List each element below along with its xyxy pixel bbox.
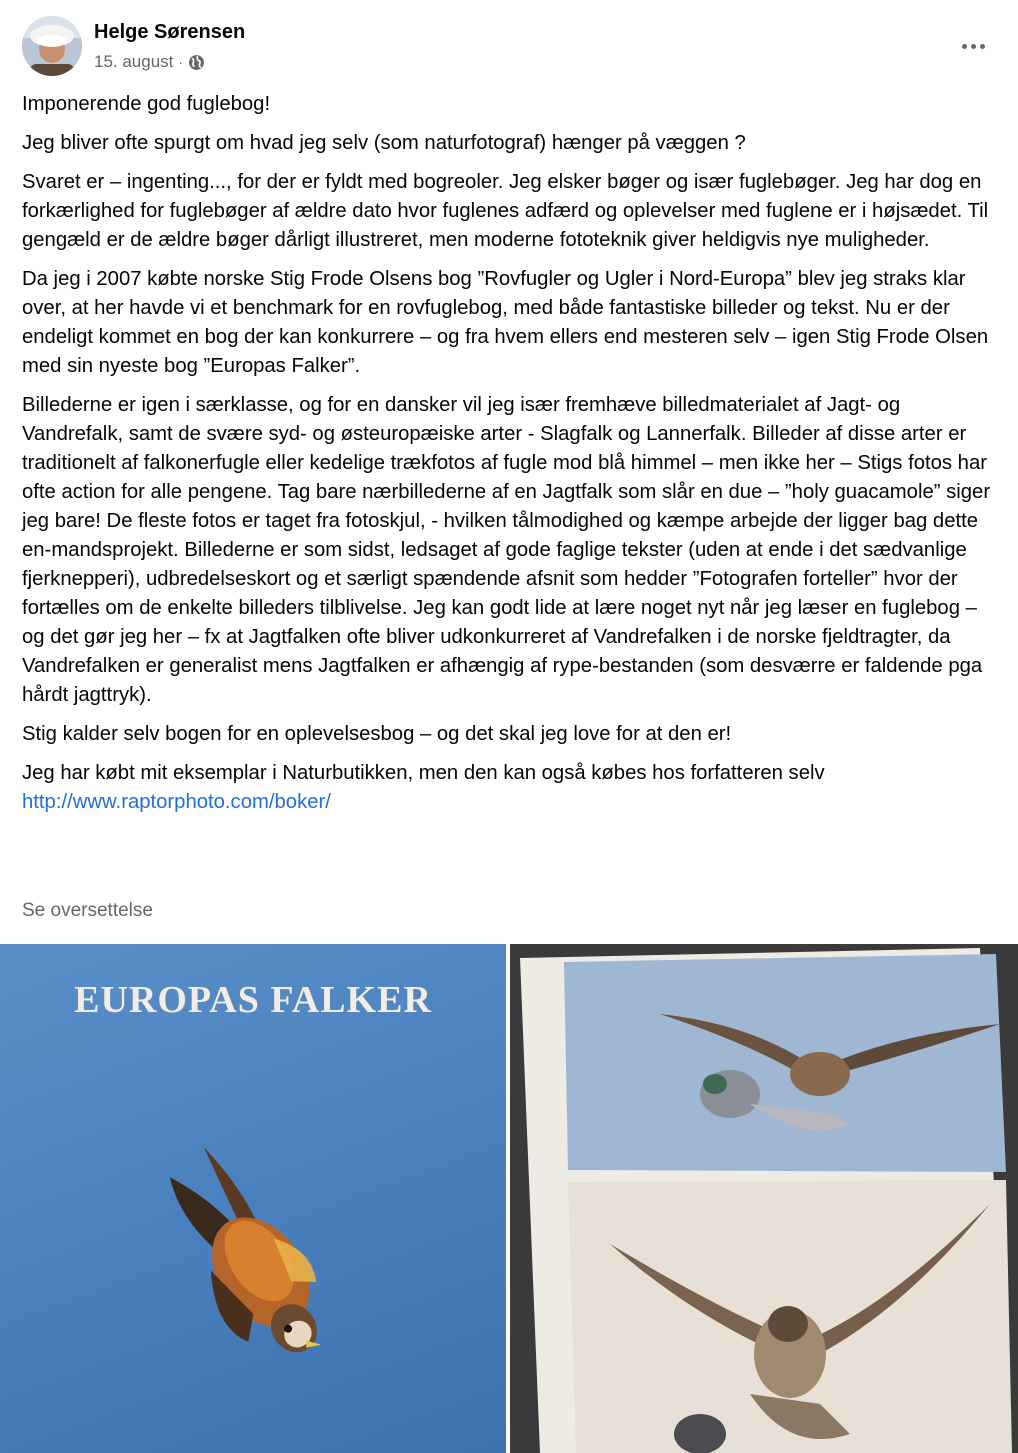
post-paragraph-last (22, 759, 994, 817)
post-paragraph: Billederne er igen i særklasse, og for en dansker vil jeg især fremhæve billedmaterialet af Jagt- og Vandrefalk, samt de svære syd- og østeuropæiske arter - Slagfalk og Lannerfalk. Billeder af disse arter er traditionelt af falkonerfugle eller kedelige trækfotos af fugle mod blå himmel – men ikke her – Stigs fotos har ofte action for alle pengene. Tag bare nærbillederne af en Jagtfalk som slår en due – ”holy guacamole” siger jeg bare! De fleste fotos er taget fra fotoskjul, - hvilken tålmodighed og kæmpe arbejde der ligger bag dette en-mandsprojekt. Billederne er som sidst, ledsaget af gode faglige tekster (uden at ende i det sædvanlige fjerknepperi), udbredelseskort og et særligt spændende afsnit som hedder ”Fotografen forteller” hvor der fortælles om de enkelte billeders tilblivelse. Jeg kan godt lide at lære noget nyt når jeg læser en fuglebog – og det gør jeg her – fx at Jagtfalken ofte bliver udkonkurreret af Vandrefalken i de norske fjeldtragter, da Vandrefalken er generalist mens Jagtfalken er afhængig af rype-bestanden (som desværre er faldende pga hårdt jagttryk). (22, 394, 991, 706)
post-meta (94, 52, 205, 72)
photo-book-page[interactable] (510, 944, 1018, 1453)
avatar-image (22, 16, 82, 76)
post-date[interactable]: 15. august (94, 52, 174, 71)
falcon-illustration (0, 944, 506, 1453)
avatar[interactable] (22, 16, 82, 76)
globe-icon[interactable] (188, 54, 205, 71)
post-paragraph-text: Jeg har købt mit eksemplar i Naturbutikken, men den kan også købes hos forfatteren selv (22, 762, 825, 784)
post-paragraph: Jeg bliver ofte spurgt om hvad jeg selv (som naturfotograf) hænger på væggen ? (22, 132, 746, 154)
photo-book-cover[interactable] (0, 944, 506, 1453)
post-header (22, 16, 997, 80)
author-name[interactable]: Helge Sørensen (94, 21, 246, 43)
more-options-button[interactable] (955, 28, 991, 64)
post-paragraph: Da jeg i 2007 købte norske Stig Frode Olsens bog ”Rovfugler og Ugler i Nord-Europa” blev jeg straks klar over, at her havde vi et benchmark for en rovfuglebog, med både fantastiske billeder og tekst. Nu er der endeligt kommet en bog der kan konkurrere – og fra hvem ellers end mesteren selv – igen Stig Frode Olsen med sin nyeste bog ”Europas Falker”. (22, 268, 989, 377)
translate-link[interactable]: Se oversettelse (22, 900, 153, 921)
book-page-illustration (510, 944, 1018, 1453)
post-paragraph: Svaret er – ingenting..., for der er fyldt med bogreoler. Jeg elsker bøger og især fuglebøger. Jeg har dog en forkærlighed for fuglebøger af ældre dato hvor fuglenes adfærd og oplevelser med fuglene er i højsædet. Til gengæld er de ældre bøger dårligt illustreret, men moderne fototeknik giver heldigvis nye muligheder. (22, 171, 989, 251)
external-link[interactable]: http://www.raptorphoto.com/boker/ (22, 791, 331, 813)
post-paragraph: Imponerende god fuglebog! (22, 93, 271, 115)
photo-grid (0, 944, 1018, 1453)
meta-separator: · (178, 54, 184, 70)
more-options-icon (962, 44, 967, 49)
post-paragraph: Stig kalder selv bogen for en oplevelsesbog – og det skal jeg love for at den er! (22, 723, 732, 745)
book-cover-title: EUROPAS FALKER (74, 979, 432, 1021)
post-body (22, 90, 994, 827)
